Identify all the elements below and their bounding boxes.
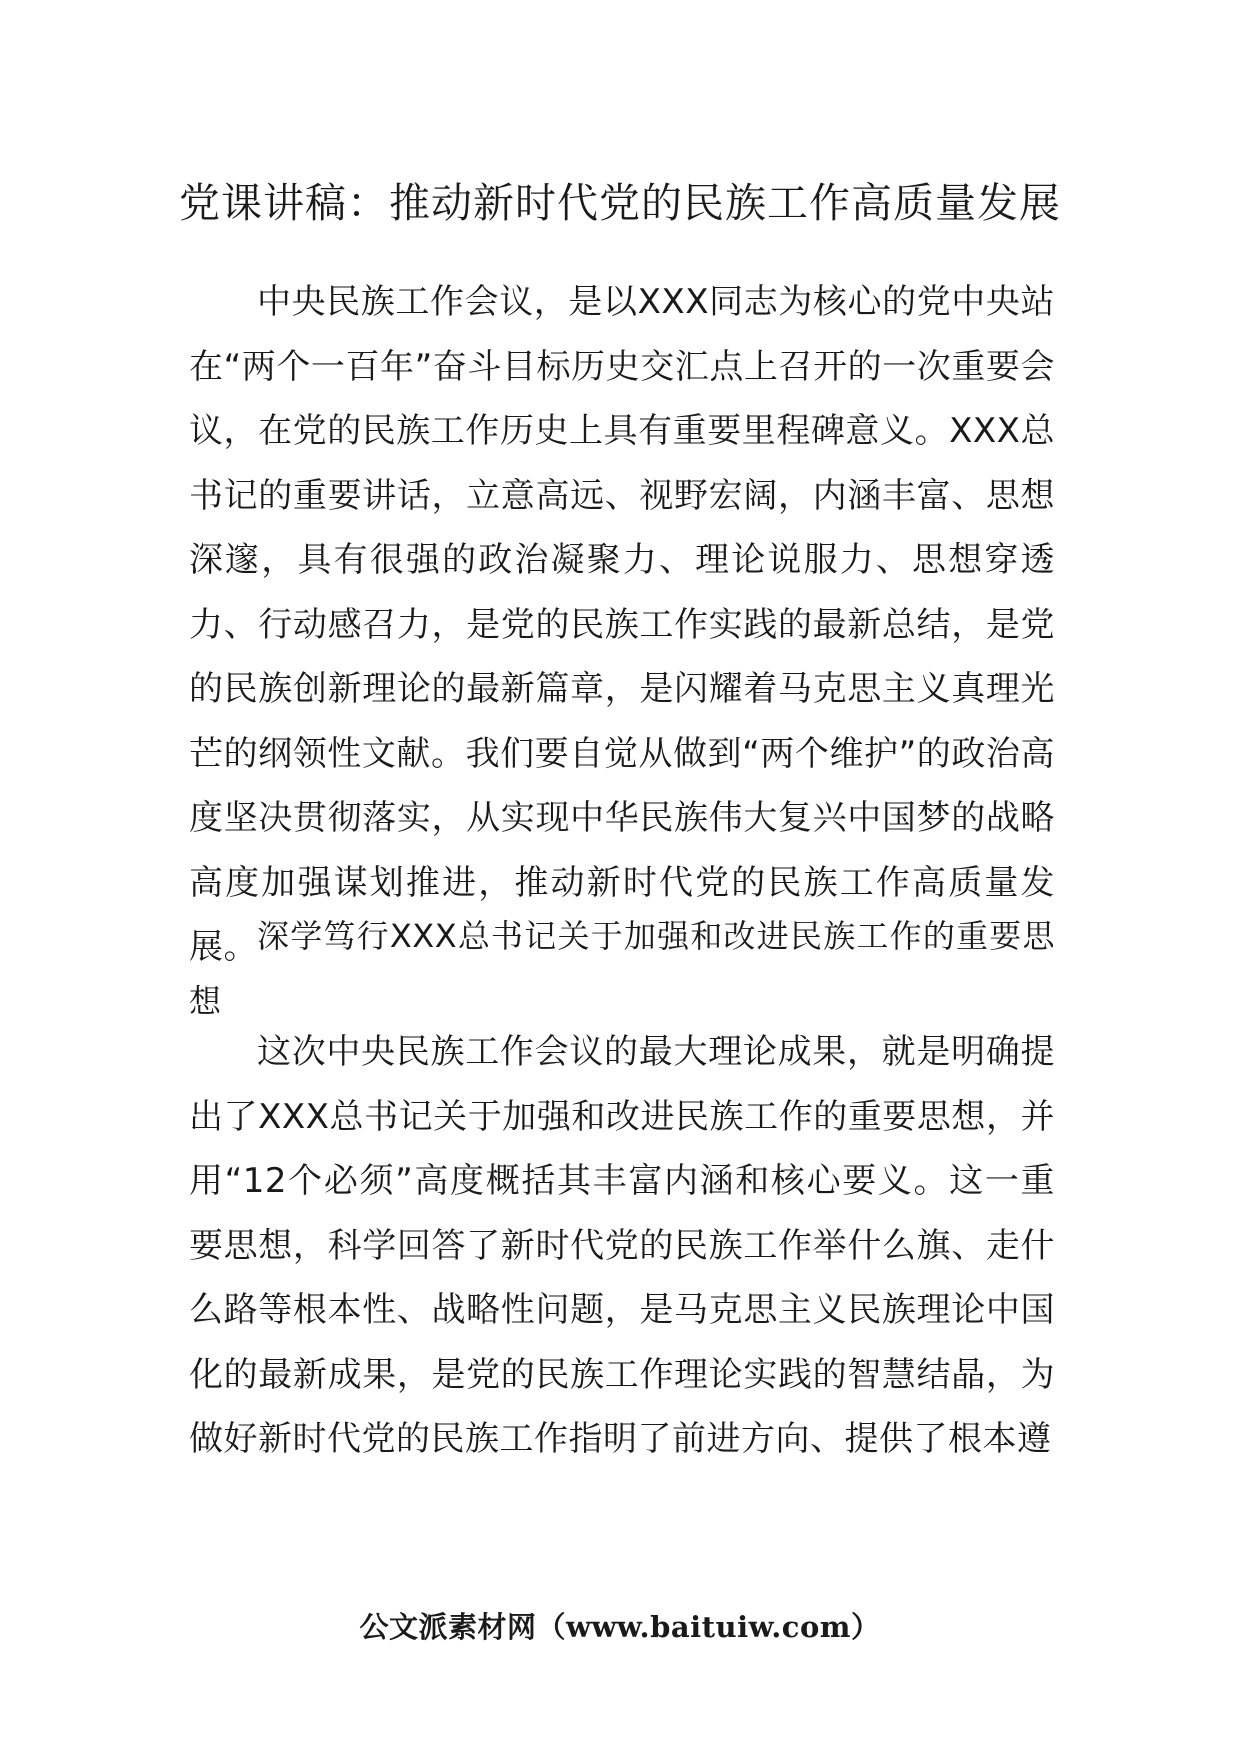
paragraph-intro: 中央民族工作会议，是以XXX同志为核心的党中央站在“两个一百年”奋斗目标历史交汇点上召开的一次重要会议，在党的民族工作历史上具有重要里程碑意义。XXX总书记的重要讲话，立意高远、视野宏阔，内涵丰富、思想深邃，具有很强的政治凝聚力、理论说服力、思想穿透力、行动感召力，是党的民族工作实践的最新总结，是党的民族创新理论的最新篇章，是闪耀着马克思主义真理光芒的纲领性文献。我们要自觉从做到“两个维护”的政治高度坚决贯彻落实，从实现中华民族伟大复兴中国梦的战略高度加强谋划推进，推动新时代党的民族工作高质量发展。: [189, 282, 1055, 967]
footer-source: 公文派素材网（www.baituiw.com）: [359, 1610, 881, 1644]
paragraph-section-body: 这次中央民族工作会议的最大理论成果，就是明确提出了XXX总书记关于加强和改进民族工作的重要思想，并用“12个必须”高度概括其丰富内涵和核心要义。这一重要思想，科学回答了新时代党的民族工作举什么旗、走什么路等根本性、战略性问题，是马克思主义民族理论中国化的最新成果，是党的民族工作理论实践的智慧结晶，为做好新时代党的民族工作指明了前进方向、提供了根本遵: [189, 1032, 1055, 1459]
page-title: 党课讲稿：推动新时代党的民族工作高质量发展: [179, 179, 1061, 227]
section-heading: 深学笃行XXX总书记关于加强和改进民族工作的重要思想: [189, 917, 1055, 1020]
